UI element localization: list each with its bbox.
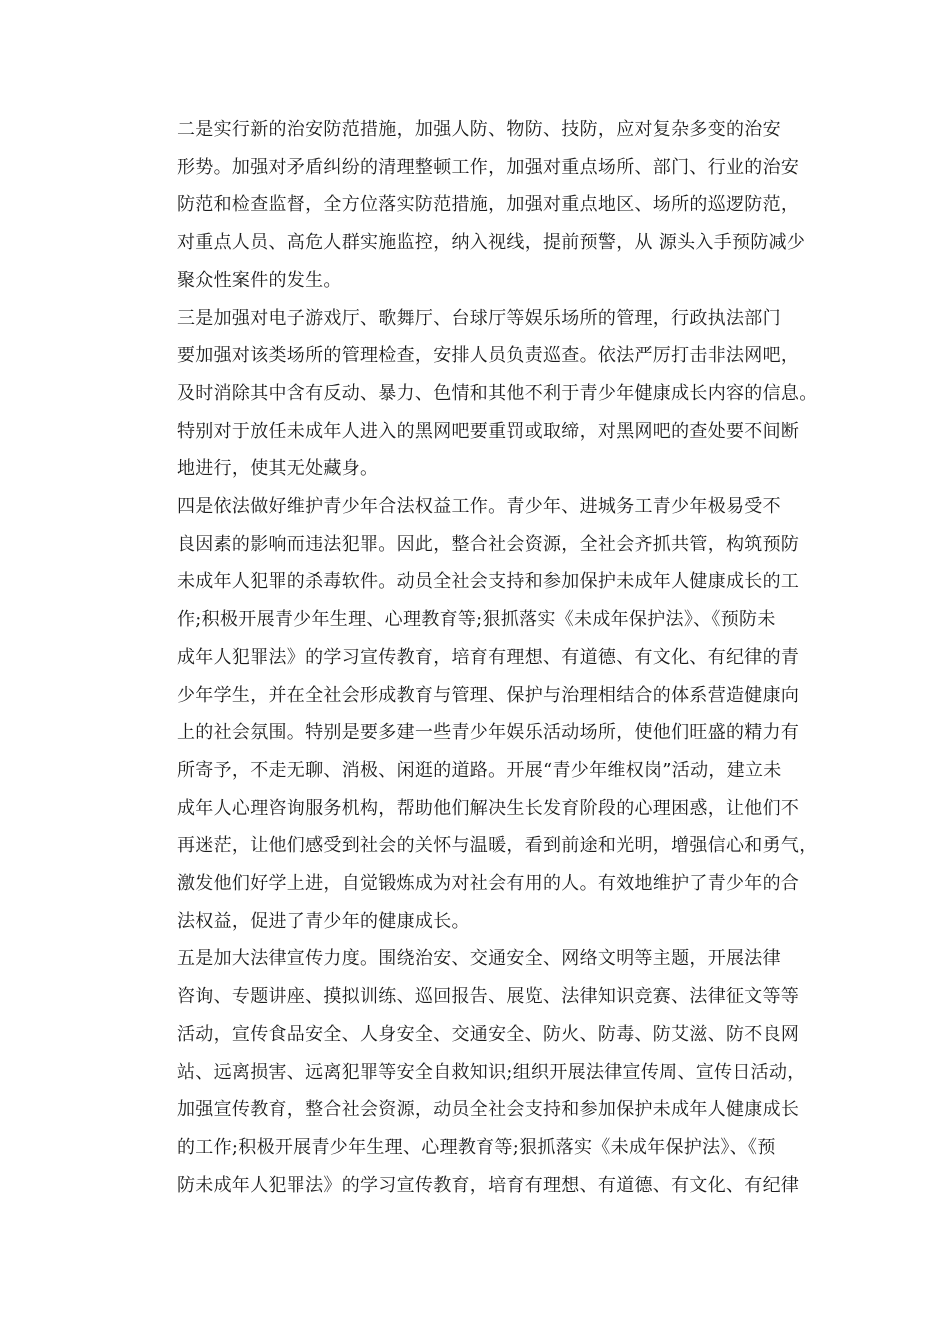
text-line: 对重点人员、高危人群实施监控，纳入视线，提前预警，从 源头入手预防减少: [177, 232, 806, 254]
text-line: 二是实行新的治安防范措施，加强人防、物防、技防，应对复杂多变的治安: [177, 119, 781, 140]
text-line: 激发他们好学上进，自觉锻炼成为对社会有用的人。有效地维护了青少年的合: [177, 873, 800, 895]
paragraph-3: [145, 300, 818, 489]
text-line: 上的社会氛围。特别是要多建一些青少年娱乐活动场所，使他们旺盛的精力有: [177, 722, 800, 744]
text-line: 作;积极开展青少年生理、心理教育等;狠抓落实《未成年保护法》、《预防未: [177, 609, 776, 631]
text-line: 及时消除其中含有反动、暴力、色情和其他不利于青少年健康成长内容的信息。: [177, 382, 818, 404]
text-line: 咨询、专题讲座、摸拟训练、巡回报告、展览、法律知识竞赛、法律征文等等: [177, 986, 800, 1008]
text-line: 站、远离损害、远离犯罪等安全自救知识;组织开展法律宣传周、宣传日活动，: [177, 1061, 806, 1083]
text-line: 所寄予，不走无聊、消极、闲逛的道路。开展“青少年维权岗”活动，建立未: [177, 759, 782, 781]
paragraph-4: [145, 488, 818, 940]
text-line: 再迷茫，让他们感受到社会的关怀与温暖，看到前途和光明，增强信心和勇气，: [177, 835, 818, 857]
text-line: 形势。加强对矛盾纠纷的清理整顿工作，加强对重点场所、部门、行业的治安: [177, 156, 800, 178]
paragraph-2: [145, 111, 807, 300]
text-line: 良因素的影响而违法犯罪。因此，整合社会资源，全社会齐抓共管，构筑预防: [177, 533, 800, 555]
text-line: 防范和检查监督，全方位落实防范措施，加强对重点地区、场所的巡逻防范，: [177, 194, 800, 216]
text-line: 成年人犯罪法》的学习宣传教育，培育有理想、有道德、有文化、有纪律的青: [177, 646, 800, 668]
text-line: 四是依法做好维护青少年合法权益工作。青少年、进城务工青少年极易受不: [177, 496, 781, 518]
text-line: 法权益，促进了青少年的健康成长。: [177, 910, 470, 932]
text-line: 地进行，使其无处藏身。: [177, 458, 379, 480]
text-line: 五是加大法律宣传力度。围绕治安、交通安全、网络文明等主题，开展法律: [177, 948, 781, 970]
text-line: 少年学生，并在全社会形成教育与管理、保护与治理相结合的体系营造健康向: [177, 684, 800, 706]
text-line: 未成年人犯罪的杀毒软件。动员全社会支持和参加保护未成年人健康成长的工: [177, 571, 800, 593]
text-line: 成年人心理咨询服务机构，帮助他们解决生长发育阶段的心理困惑，让他们不: [177, 797, 800, 819]
text-line: 防未成年人犯罪法》的学习宣传教育，培育有理想、有道德、有文化、有纪律: [177, 1174, 800, 1196]
text-line: 的工作;积极开展青少年生理、心理教育等;狠抓落实《未成年保护法》、《预: [177, 1136, 776, 1158]
text-line: 三是加强对电子游戏厅、歌舞厅、台球厅等娱乐场所的管理，行政执法部门: [177, 307, 781, 329]
paragraph-5: [145, 940, 807, 1204]
text-line: 聚众性案件的发生。: [177, 269, 342, 291]
text-line: 特别对于放任未成年人进入的黑网吧要重罚或取缔，对黑网吧的查处要不间断: [177, 420, 800, 442]
text-line: 加强宣传教育，整合社会资源，动员全社会支持和参加保护未成年人健康成长: [177, 1099, 800, 1121]
text-line: 活动，宣传食品安全、人身安全、交通安全、防火、防毒、防艾滋、防不良网: [177, 1023, 800, 1045]
document-page: [145, 111, 818, 1204]
text-line: 要加强对该类场所的管理检查，安排人员负责巡查。依法严厉打击非法网吧，: [177, 345, 800, 367]
